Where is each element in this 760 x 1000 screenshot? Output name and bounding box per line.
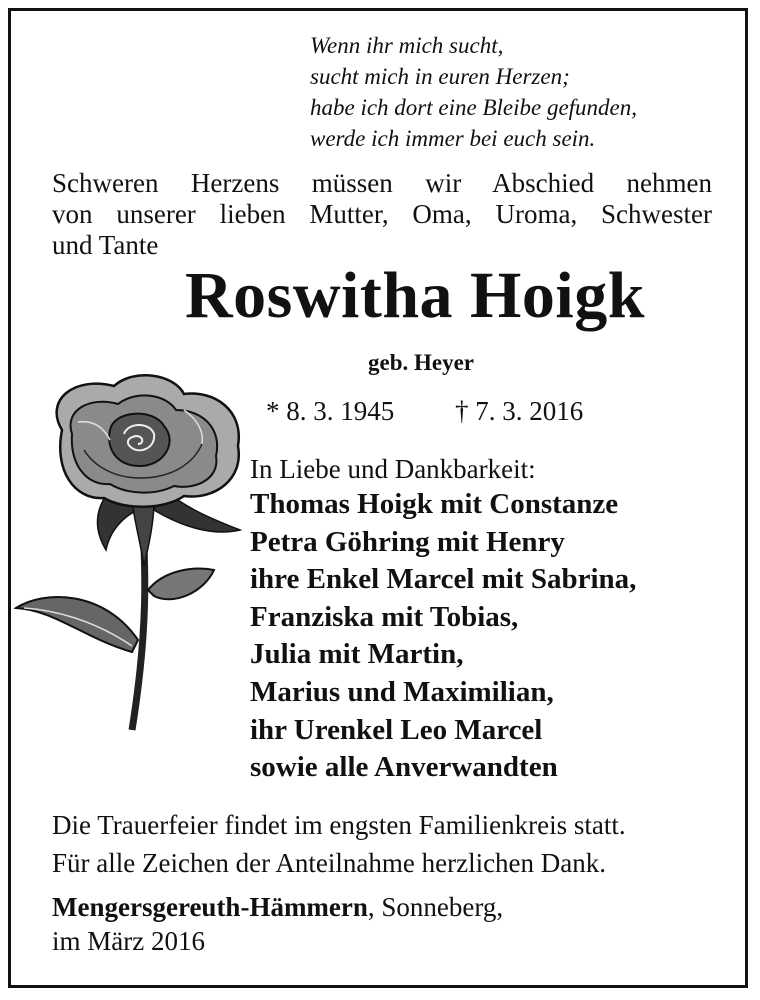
mourner-line: ihre Enkel Marcel mit Sabrina, bbox=[250, 563, 637, 596]
intro-line: und Tante bbox=[52, 230, 159, 260]
town-name: Mengersgereuth-Hämmern bbox=[52, 892, 368, 922]
mourners-intro: In Liebe und Dankbarkeit: bbox=[250, 454, 536, 484]
poem bbox=[310, 30, 637, 154]
intro-line: Schweren Herzens müssen wir Abschied nehmen bbox=[52, 168, 712, 198]
mourner-line: sowie alle Anverwandten bbox=[250, 751, 558, 784]
poem-line: Wenn ihr mich sucht, bbox=[310, 33, 504, 58]
birth-date: * 8. 3. 1945 bbox=[266, 396, 395, 426]
mourner-line: Franziska mit Tobias, bbox=[250, 600, 519, 633]
notes bbox=[52, 806, 626, 882]
mourner-line: Marius und Maximilian, bbox=[250, 675, 554, 708]
mourners-block bbox=[250, 452, 636, 787]
note-line: Die Trauerfeier findet im engsten Familienkreis statt. bbox=[52, 810, 626, 840]
poem-line: habe ich dort eine Bleibe gefunden, bbox=[310, 95, 638, 120]
place-rest: , Sonneberg, bbox=[367, 892, 504, 922]
intro-text bbox=[52, 168, 712, 261]
mourner-line: ihr Urenkel Leo Marcel bbox=[250, 713, 543, 746]
death-date: † 7. 3. 2016 bbox=[455, 396, 584, 426]
poem-line: werde ich immer bei euch sein. bbox=[310, 126, 596, 151]
mourner-line: Thomas Hoigk mit Constanze bbox=[250, 488, 619, 520]
maiden-name: geb. Heyer bbox=[368, 350, 475, 375]
date-line: im März 2016 bbox=[52, 926, 205, 956]
life-dates bbox=[266, 394, 583, 428]
rose-illustration bbox=[14, 370, 250, 740]
mourner-line: Petra Göhring mit Henry bbox=[250, 525, 565, 558]
deceased-name: Roswitha Hoigk bbox=[185, 259, 645, 332]
place-line bbox=[52, 890, 503, 924]
note-line: Für alle Zeichen der Anteilnahme herzlichen Dank. bbox=[52, 848, 607, 878]
mourner-line: Julia mit Martin, bbox=[250, 638, 464, 671]
place-and-date bbox=[52, 890, 503, 958]
intro-line: von unserer lieben Mutter, Oma, Uroma, Schwester bbox=[52, 199, 712, 229]
poem-line: sucht mich in euren Herzen; bbox=[310, 64, 570, 89]
